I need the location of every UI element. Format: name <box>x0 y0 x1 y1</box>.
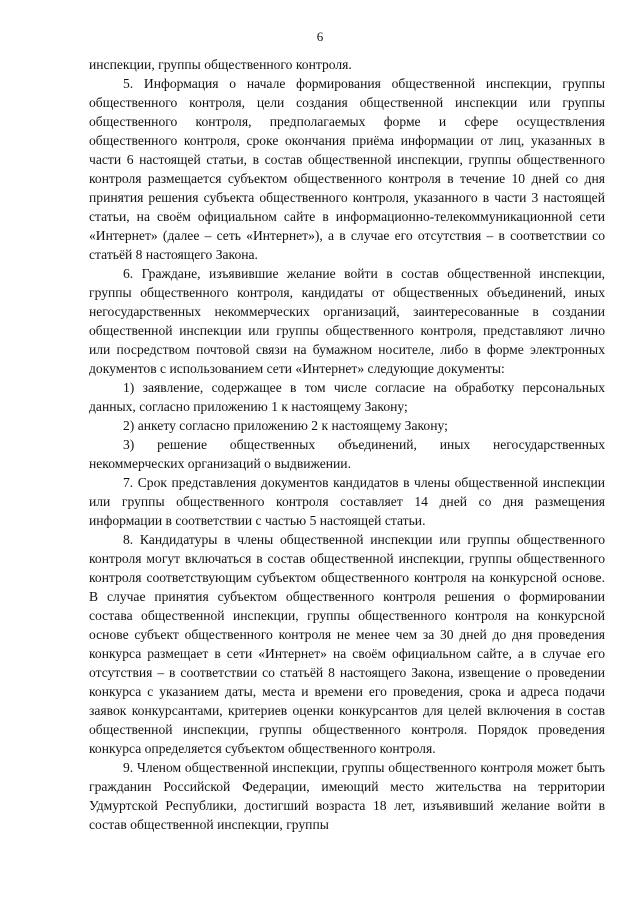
paragraph-item-9: 9. Членом общественной инспекции, группы общественного контроля может быть гражданин Российской Федерации, имеющий место жительства на территории Удмуртской Республики, достигший возраста 18 лет, изъявивший желание войти в состав общественной инспекции, группы <box>89 760 605 832</box>
paragraph-item-6: 6. Граждане, изъявившие желание войти в состав общественной инспекции, группы общественного контроля, кандидаты от общественных объединений, иных негосударственных некоммерческих организаций, заинтересованные в создании общественной инспекции или группы общественного контроля, представляют лично или посредством почтовой связи на бумажном носителе, либо в форме электронных документов с использованием сети «Интернет» следующие документы: <box>89 266 605 376</box>
paragraph-item-5: 5. Информация о начале формирования общественной инспекции, группы общественного контроля, цели создания общественной инспекции или группы общественного контроля, предполагаемых форме и сфере осуществления общественного контроля, сроке окончания приёма информации от лиц, указанных в части 6 настоящей статьи, в состав общественной инспекции, группы общественного контроля размещается субъектом общественного контроля в течение 10 дней со дня принятия решения субъекта общественного контроля, указанного в части 3 настоящей статьи, на своём официальном сайте в информационно-телекоммуникационной сети «Интернет» (далее – сеть «Интернет»), а в случае его отсутствия – в соответствии со статьёй 8 настоящего Закона. <box>89 76 605 262</box>
list-item-3: 3) решение общественных объединений, иных негосударственных некоммерческих организаций о выдвижении. <box>89 437 605 471</box>
page-number: 6 <box>316 29 324 44</box>
paragraph-item-7: 7. Срок представления документов кандидатов в члены общественной инспекции или группы общественного контроля составляет 14 дней со дня размещения информации в соответствии с частью 5 настоящей статьи. <box>89 475 605 528</box>
list-item-2: 2) анкету согласно приложению 2 к настоящему Закону; <box>123 418 448 433</box>
document-body <box>89 55 605 834</box>
paragraph-continuation: инспекции, группы общественного контроля. <box>89 57 352 72</box>
paragraph-item-8: 8. Кандидатуры в члены общественной инспекции или группы общественного контроля могут включаться в состав общественной инспекции, группы общественного контроля соответствующим субъектом общественного контроля на конкурсной основе. В случае принятия субъектом общественного контроля решения о формировании состава общественной инспекции, группы общественного контроля на конкурсной основе субъект общественного контроля не менее чем за 30 дней до дня проведения конкурса размещает в сети «Интернет» на своём официальном сайте, а в случае его отсутствия – в соответствии со статьёй 8 настоящего Закона, извещение о проведении конкурса с указанием даты, места и времени его проведения, срока и адреса подачи заявок конкурсантами, критериев оценки конкурсантов для целей включения в состав общественной инспекции, группы общественного контроля. Порядок проведения конкурса определяется субъектом общественного контроля. <box>89 532 605 756</box>
list-item-1: 1) заявление, содержащее в том числе согласие на обработку персональных данных, согласно приложению 1 к настоящему Закону; <box>89 380 605 414</box>
